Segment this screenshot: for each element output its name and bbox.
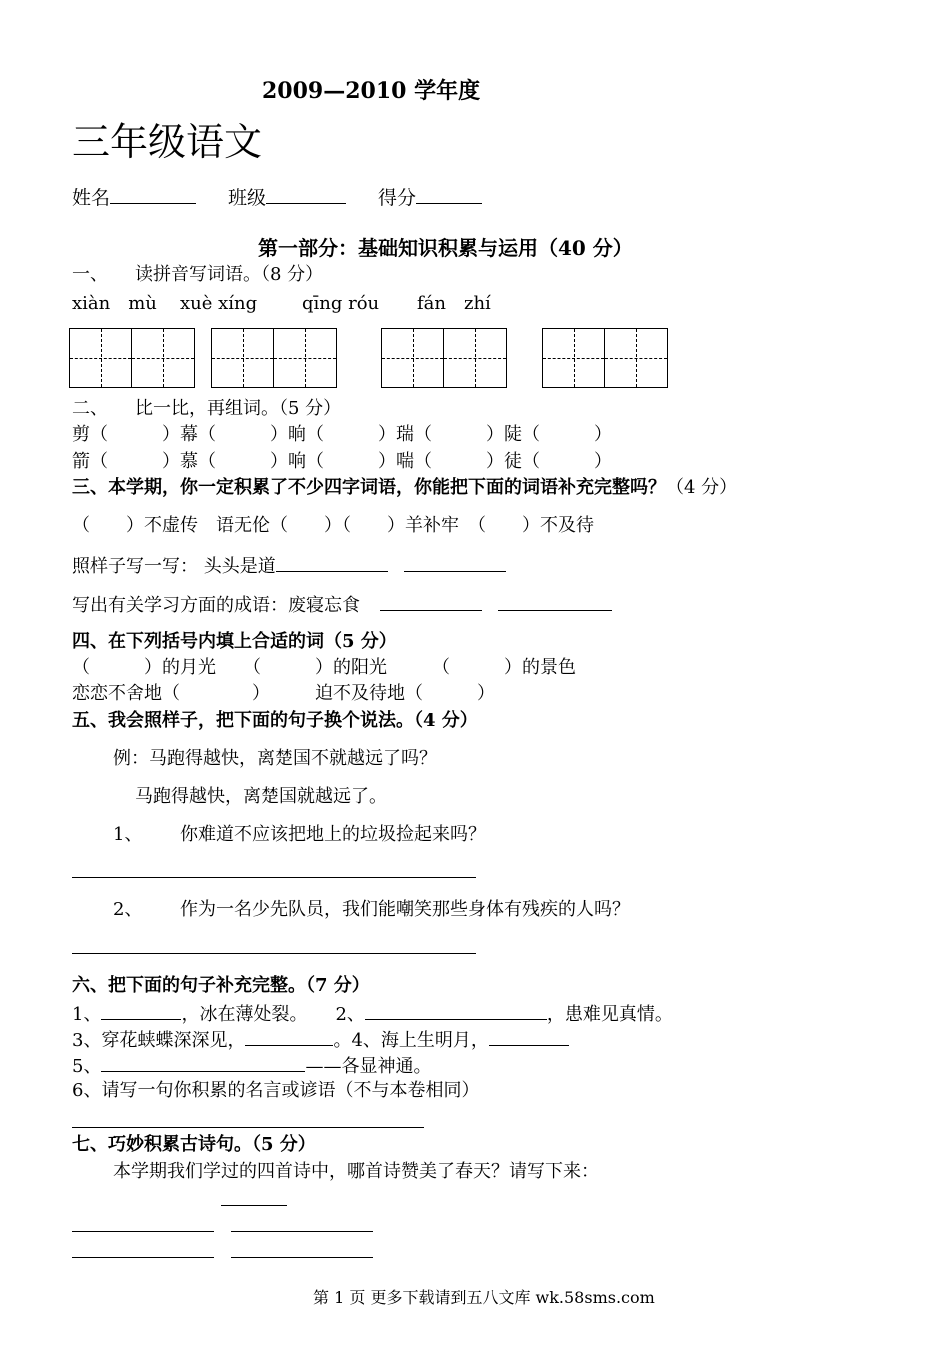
blank[interactable] xyxy=(101,1053,305,1072)
q5-item-2-number: 2、 xyxy=(113,899,143,920)
answer-line-2[interactable] xyxy=(72,953,476,954)
q6-title: 六、把下面的句子补充完整。（7 分） xyxy=(72,975,370,996)
q3-title-text: 三、本学期，你一定积累了不少四字词语，你能把下面的词语补充完整吗？ xyxy=(72,477,666,498)
pinyin-1: xiàn mù xyxy=(72,293,157,314)
blank[interactable] xyxy=(380,592,482,611)
writing-grid-2[interactable] xyxy=(211,328,337,388)
q3-line-2-label: 照样子写一写： 头头是道 xyxy=(72,556,276,577)
q6-l1d: ，患难见真情。 xyxy=(546,1004,673,1025)
q7-prompt: 本学期我们学过的四首诗中，哪首诗赞美了春天？请写下来： xyxy=(113,1161,599,1182)
q2-row-2: 箭（ ）慕（ ）响（ ）喘（ ）徒（ ） xyxy=(72,451,612,472)
q6-l3a: 5、 xyxy=(72,1056,102,1077)
q3-title xyxy=(72,477,737,499)
blank[interactable] xyxy=(489,1027,569,1046)
blank[interactable] xyxy=(276,553,388,572)
pinyin-4: fán zhí xyxy=(417,293,491,314)
q6-line-4: 6、请写一句你积累的名言或谚语（不与本卷相同） xyxy=(72,1080,480,1101)
name-label: 姓名 xyxy=(72,187,111,209)
q1-title: 一、 读拼音写词语。（8 分） xyxy=(72,264,324,285)
q6-line-2 xyxy=(72,1027,569,1052)
poem-line-2[interactable] xyxy=(231,1231,373,1232)
blank[interactable] xyxy=(101,1001,181,1020)
q6-l1b: ，冰在薄处裂。 xyxy=(181,1004,308,1025)
class-blank[interactable] xyxy=(266,185,346,204)
answer-line-3[interactable] xyxy=(72,1127,424,1128)
poem-line-1[interactable] xyxy=(72,1231,214,1232)
name-blank[interactable] xyxy=(110,185,196,204)
class-label: 班级 xyxy=(228,187,267,209)
q6-line-3 xyxy=(72,1053,431,1078)
q5-example-2: 马跑得越快，离楚国就越远了。 xyxy=(135,786,387,807)
q5-item-1-number: 1、 xyxy=(113,824,143,845)
writing-grid-1[interactable] xyxy=(69,328,195,388)
q4-title: 四、在下列括号内填上合适的词（5 分） xyxy=(72,631,397,652)
q6-l2b: 。4、海上生明月， xyxy=(333,1030,489,1051)
q3-line-3-label: 写出有关学习方面的成语：废寝忘食 xyxy=(72,595,360,616)
q6-l1a: 1、 xyxy=(72,1004,102,1025)
q3-line-2 xyxy=(72,553,506,578)
pinyin-3: qīng róu xyxy=(302,293,380,314)
q6-l3b: ——各显神通。 xyxy=(305,1056,432,1077)
q2-row-1: 剪（ ）幕（ ）晌（ ）瑞（ ）陡（ ） xyxy=(72,424,612,445)
pinyin-2: xuè xíng xyxy=(180,293,258,314)
poem-line-4[interactable] xyxy=(231,1257,373,1258)
q3-score: （4 分） xyxy=(666,477,738,498)
q5-item-2: 作为一名少先队员，我们能嘲笑那些身体有残疾的人吗？ xyxy=(180,899,630,920)
writing-grid-3[interactable] xyxy=(381,328,507,388)
blank[interactable] xyxy=(498,592,612,611)
q6-line-1 xyxy=(72,1001,673,1026)
q3-line-1: （ ）不虚传 语无伦（ ）（ ）羊补牢 （ ）不及待 xyxy=(72,515,594,536)
q4-line-2: 恋恋不舍地（ ） 迫不及待地（ ） xyxy=(72,683,495,704)
part1-title: 第一部分：基础知识积累与运用（40 分） xyxy=(258,236,633,260)
poem-line-3[interactable] xyxy=(72,1257,214,1258)
score-label: 得分 xyxy=(378,187,417,209)
writing-grid-4[interactable] xyxy=(542,328,668,388)
q6-l2a: 3、穿花蛱蝶深深见， xyxy=(72,1030,246,1051)
poem-title-line[interactable] xyxy=(221,1205,287,1206)
score-blank[interactable] xyxy=(416,185,482,204)
q5-title: 五、我会照样子，把下面的句子换个说法。（4 分） xyxy=(72,710,478,731)
blank[interactable] xyxy=(404,553,506,572)
q5-example-1: 例：马跑得越快，离楚国不就越远了吗？ xyxy=(113,748,437,769)
q3-line-3 xyxy=(72,592,612,617)
blank[interactable] xyxy=(365,1001,547,1020)
school-year: 2009—2010 学年度 xyxy=(262,78,481,104)
q2-title: 二、 比一比，再组词。（5 分） xyxy=(72,398,342,419)
blank[interactable] xyxy=(245,1027,333,1046)
q4-line-1: （ ）的月光 （ ）的阳光 （ ）的景色 xyxy=(72,657,576,678)
page-title: 三年级语文 xyxy=(72,120,263,164)
page-footer: 第 1 页 更多下载请到五八文库 wk.58sms.com xyxy=(313,1288,655,1307)
q5-item-1: 你难道不应该把地上的垃圾捡起来吗？ xyxy=(180,824,486,845)
q6-l1c: 2、 xyxy=(335,1004,365,1025)
q7-title: 七、巧妙积累古诗句。（5 分） xyxy=(72,1134,316,1155)
student-info xyxy=(72,185,482,210)
answer-line-1[interactable] xyxy=(72,877,476,878)
